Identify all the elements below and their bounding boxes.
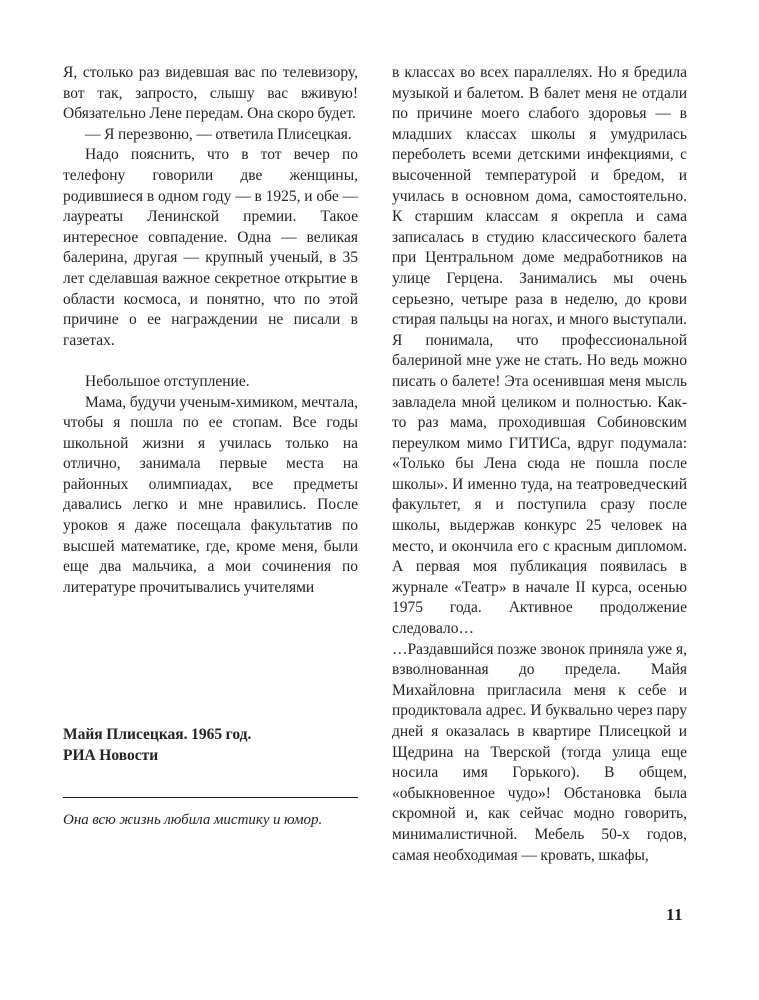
- photo-caption: [63, 724, 358, 766]
- footnote-text: Она всю жизнь любила мистику и юмор.: [63, 812, 323, 829]
- paragraph: Небольшое отступление.: [85, 372, 250, 390]
- paragraph: Мама, будучи ученым-химиком, мечтала, чтобы я пошла по ее стопам. Все годы школьной жизни я училась только на отлично, занимала первые места на районных олимпиадах, все предметы давались легко и мне нравились. После уроков я даже посещала факультатив по высшей математике, где, кроме меня, были еще два мальчика, а мои сочинения по литературе прочитывались учителями: [63, 393, 358, 596]
- paragraph: Я, столько раз видевшая вас по телевизору, вот так, запросто, слышу вас вживую! Обязательно Лене передам. Она скоро будет.: [63, 64, 358, 123]
- divider-rule: [63, 797, 358, 798]
- photo-caption-credit: РИА Новости: [63, 747, 159, 765]
- text-columns: [63, 63, 688, 866]
- left-column: [63, 63, 358, 866]
- photo-caption-line: Майя Плисецкая. 1965 год.: [63, 726, 252, 744]
- paragraph: в классах во всех параллелях. Но я бредила музыкой и балетом. В балет меня не отдали по причине моего слабого здоровья — в младших классах школы я умудрилась переболеть всеми детскими инфекциями, с высоченной температурой и бредом, и училась в основном дома, самостоятельно. К старшим классам я окрепла и сама записалась в студию классического балета при Центральном доме медработников на улице Герцена. Занимались мы очень серьезно, четыре раза в неделю, до крови стирая пальцы на ногах, и много выступали. Я понимала, что профессиональной балериной мне уже не стать. Но ведь можно писать о балете! Эта осенившая меня мысль завладела мной целиком и полностью. Как-то раз мама, проходившая Собиновским переулком мимо ГИТИСа, вдруг подумала: «Только бы Лена сюда не пошла после школы». И именно туда, на театроведческий факультет, я и поступила сразу после школы, выдержав конкурс 25 человек на место, и окончила его с красным дипломом. А первая моя публикация появилась в журнале «Театр» в начале II курса, осенью 1975 года. Активное продолжение следовало…: [392, 64, 687, 638]
- paragraph: — Я перезвоню, — ответила Плисецкая.: [85, 125, 352, 143]
- page-number: 11: [665, 905, 683, 924]
- right-column: [392, 63, 687, 866]
- paragraph: Надо пояснить, что в тот вечер по телефону говорили две женщины, родившиеся в одном году — в 1925, и обе — лауреаты Ленинской премии. Такое интересное совпадение. Одна — великая балерина, другая — крупный ученый, в 35 лет сделавшая важное секретное открытие в области космоса, и понятно, что по этой причине о ее награждении не писали в газетах.: [63, 146, 358, 349]
- paragraph: …Раздавшийся позже звонок приняла уже я, взволнованная до предела. Майя Михайловна пригласила меня к себе и продиктовала адрес. И буквально через пару дней я оказалась в квартире Плисецкой и Щедрина на Тверской (тогда улица еще носила имя Горького). В общем, «обыкновенное чудо»! Обстановка была скромной и, как сейчас модно говорить, минималистичной. Мебель 50-х годов, самая необходимая — кровать, шкафы,: [392, 640, 687, 864]
